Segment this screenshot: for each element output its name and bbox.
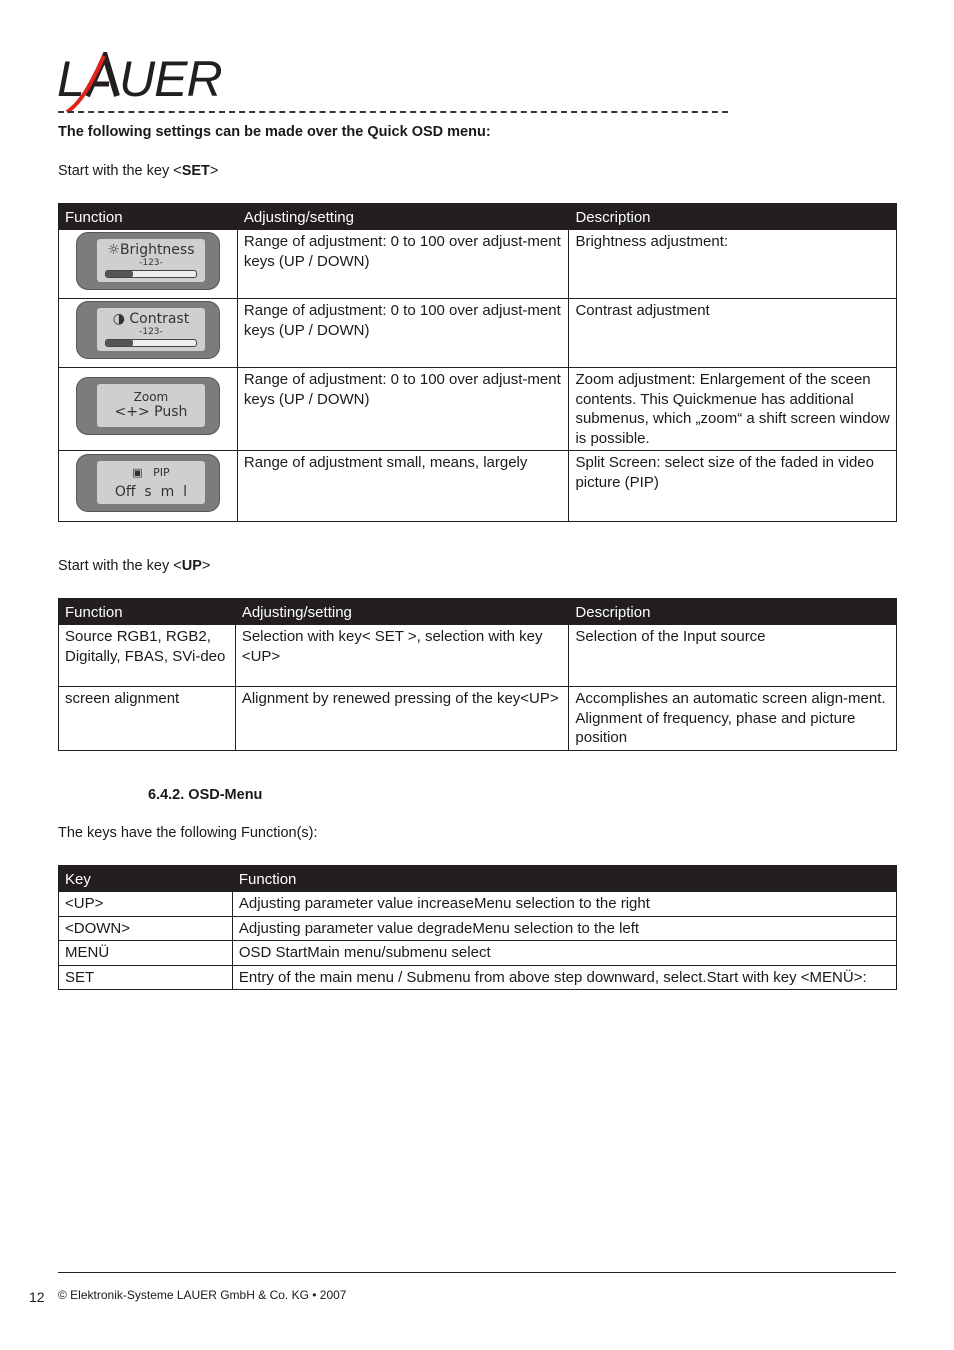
- table-row: [59, 687, 897, 751]
- up-key-table: [58, 598, 897, 751]
- key-cell: <UP>: [59, 892, 233, 917]
- adjust-cell: Alignment by renewed pressing of the key<UP>: [235, 687, 569, 751]
- osd-zoom-display: Zoom <+> Push: [76, 377, 220, 435]
- desc-cell: Selection of the Input source: [569, 625, 897, 687]
- osd-image-cell: [59, 451, 238, 522]
- osd-image-cell: [59, 299, 238, 368]
- column-header: Key: [59, 866, 233, 892]
- column-header: Description: [569, 599, 897, 625]
- key-cell: <DOWN>: [59, 916, 233, 941]
- column-header: Function: [59, 204, 238, 230]
- adjust-cell: Selection with key< SET >, selection with key <UP>: [235, 625, 569, 687]
- osd-brightness-display: ☼Brightness -123-: [76, 232, 220, 290]
- table-header-row: [59, 599, 897, 625]
- column-header: Function: [232, 866, 896, 892]
- intro-heading: The following settings can be made over the Quick OSD menu:: [58, 124, 491, 140]
- table-row: [59, 941, 897, 966]
- keys-table: [58, 865, 897, 990]
- function-cell: OSD StartMain menu/submenu select: [232, 941, 896, 966]
- adjust-cell: Range of adjustment: 0 to 100 over adjust-ment keys (UP / DOWN): [237, 230, 569, 299]
- osd-level-bar: [105, 339, 197, 347]
- function-cell: screen alignment: [59, 687, 236, 751]
- function-cell: Adjusting parameter value increaseMenu selection to the right: [232, 892, 896, 917]
- sun-icon: ☼: [107, 242, 120, 259]
- lauer-logo: [57, 52, 239, 114]
- column-header: Adjusting/setting: [237, 204, 569, 230]
- table-row: [59, 368, 897, 451]
- function-cell: Adjusting parameter value degradeMenu selection to the left: [232, 916, 896, 941]
- pip-icon: ▣: [132, 466, 143, 480]
- key-cell: SET: [59, 965, 233, 990]
- footer-copyright: © Elektronik-Systeme LAUER GmbH & Co. KG • 2007: [58, 1288, 347, 1302]
- table-header-row: [59, 204, 897, 230]
- table-row: [59, 451, 897, 522]
- svg-text:L: L: [57, 52, 84, 107]
- osd-level-bar: [105, 270, 197, 278]
- adjust-cell: Range of adjustment small, means, largely: [237, 451, 569, 522]
- column-header: Function: [59, 599, 236, 625]
- osd-image-cell: [59, 230, 238, 299]
- osd-image-cell: [59, 368, 238, 451]
- adjust-cell: Range of adjustment: 0 to 100 over adjust-ment keys (UP / DOWN): [237, 368, 569, 451]
- desc-cell: Accomplishes an automatic screen align-ment. Alignment of frequency, phase and picture position: [569, 687, 897, 751]
- header-dashed-rule: [58, 111, 728, 113]
- quick-osd-table: [58, 203, 897, 522]
- footer-rule: [58, 1272, 896, 1273]
- column-header: Description: [569, 204, 897, 230]
- adjust-cell: Range of adjustment: 0 to 100 over adjust-ment keys (UP / DOWN): [237, 299, 569, 368]
- function-cell: Entry of the main menu / Submenu from above step downward, select.Start with key <MENÜ>:: [232, 965, 896, 990]
- desc-cell: Zoom adjustment: Enlargement of the sceen contents. This Quickmenue has additional submenus, which „zoom“ a shift screen window is possible.: [569, 368, 897, 451]
- table-header-row: [59, 866, 897, 892]
- desc-cell: Contrast adjustment: [569, 299, 897, 368]
- table-row: [59, 916, 897, 941]
- key-cell: MENÜ: [59, 941, 233, 966]
- column-header: Adjusting/setting: [235, 599, 569, 625]
- table-row: [59, 625, 897, 687]
- table-row: [59, 230, 897, 299]
- desc-cell: Brightness adjustment:: [569, 230, 897, 299]
- table-row: [59, 892, 897, 917]
- table-row: [59, 965, 897, 990]
- keys-intro: The keys have the following Function(s):: [58, 825, 318, 841]
- desc-cell: Split Screen: select size of the faded in video picture (PIP): [569, 451, 897, 522]
- section-heading: 6.4.2. OSD-Menu: [148, 787, 263, 803]
- osd-pip-display: ▣ PIP Off s m l: [76, 454, 220, 512]
- set-key-line: Start with the key <SET>: [58, 163, 219, 179]
- page-number: 12: [29, 1289, 45, 1305]
- table-row: [59, 299, 897, 368]
- svg-text:UER: UER: [119, 52, 222, 107]
- half-circle-icon: ◑: [112, 311, 125, 328]
- osd-contrast-display: ◑ Contrast -123-: [76, 301, 220, 359]
- function-cell: Source RGB1, RGB2, Digitally, FBAS, SVi-deo: [59, 625, 236, 687]
- up-key-line: Start with the key <UP>: [58, 558, 211, 574]
